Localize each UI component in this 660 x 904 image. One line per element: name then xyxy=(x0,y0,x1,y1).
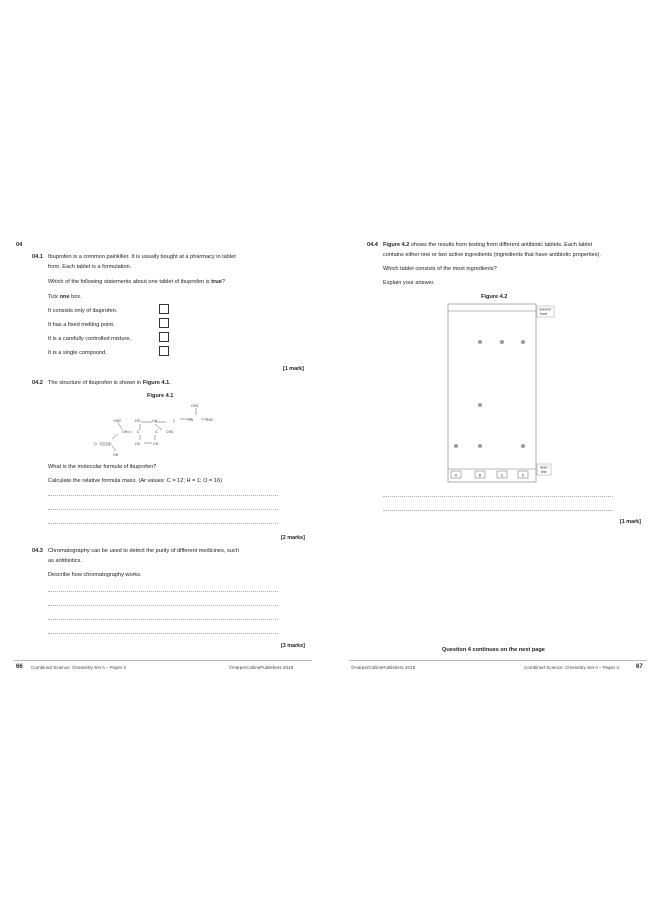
page-number: 67 xyxy=(636,664,643,670)
option-label: It consists only of ibuprofen. xyxy=(48,308,118,314)
q42-number: 04.2 xyxy=(32,380,43,386)
q41-prompt-bold: true xyxy=(211,279,222,285)
solvent-front-label: Solvent xyxy=(539,307,551,312)
q41-marks: [1 mark] xyxy=(283,366,304,372)
tick-pre: Tick xyxy=(48,294,60,300)
chromatogram-spot xyxy=(478,340,482,344)
mol-label: CH xyxy=(122,430,128,434)
option-label: It has a fixed melting point. xyxy=(48,322,115,328)
q43-number: 04.3 xyxy=(32,548,43,554)
answer-line[interactable] xyxy=(48,523,278,524)
q42-text-post: . xyxy=(169,380,171,386)
mol-label: C xyxy=(137,430,140,434)
footer-title: Combined Science: Chemistry Set A – Paper 4 xyxy=(31,665,126,670)
q44-text-line1 xyxy=(383,242,592,249)
footer-rule xyxy=(349,660,647,661)
q41-prompt-pre: Which of the following statements about one tablet of ibuprofen is xyxy=(48,279,212,285)
figure-4-2-title: Figure 4.2 xyxy=(481,294,508,300)
chromatogram-spot xyxy=(454,444,458,448)
mol-label: CH3 xyxy=(191,404,199,408)
q44-text-bold: Figure 4.2 xyxy=(383,242,410,248)
q41-prompt xyxy=(48,279,225,286)
footer-rule xyxy=(14,660,312,661)
q41-text-line2: form. Each tablet is a formulation. xyxy=(48,264,132,270)
mol-label: HC xyxy=(135,442,141,446)
q44-explain: Explain your answer. xyxy=(383,280,435,286)
q43-text-line2: as antibiotics. xyxy=(48,558,82,564)
lane-label: D xyxy=(521,473,525,478)
answer-line[interactable] xyxy=(48,633,278,634)
mol-label: OH xyxy=(113,453,119,457)
mol-label: HC xyxy=(135,419,141,423)
q43-prompt: Describe how chromatography works. xyxy=(48,572,142,578)
mol-label: CH2 xyxy=(206,418,214,422)
chromatogram-spot xyxy=(478,403,482,407)
footer-title: Combined Science: Chemistry Set A – Paper 4 xyxy=(524,665,619,670)
q44-question: Which tablet consists of the most ingredients? xyxy=(383,266,497,272)
mol-label: H3C xyxy=(114,419,122,423)
answer-line[interactable] xyxy=(48,605,278,606)
start-line-label: Start xyxy=(540,465,548,470)
chromatogram-spot xyxy=(478,444,482,448)
chromatography-paper xyxy=(448,304,536,482)
q41-tick-instruction xyxy=(48,294,82,301)
lane-label: B xyxy=(478,473,482,478)
q42-text-pre: The structure of ibuprofen is shown in xyxy=(48,380,143,386)
q43-text-line1: Chromatography can be used to detect the purity of different medicines, such xyxy=(48,548,239,554)
option-label: It is a carefully controlled mixture. xyxy=(48,336,132,342)
q42-text-bold: Figure 4.1 xyxy=(142,380,170,386)
q41-number: 04.1 xyxy=(32,254,43,260)
mol-label: CH xyxy=(152,419,158,423)
q42-text xyxy=(48,380,171,387)
answer-line[interactable] xyxy=(48,591,278,592)
q44-marks: [1 mark] xyxy=(620,519,641,525)
q41-text-line1: Ibuprofen is a common painkiller. It is usually bought at a pharmacy in tablet xyxy=(48,254,236,260)
q44-text-post: shows the results from testing from different antibiotic tablets. Each tablet xyxy=(409,242,593,248)
mol-label: C xyxy=(155,430,158,434)
mol-label: CH xyxy=(153,442,159,446)
answer-line[interactable] xyxy=(48,509,278,510)
mol-label: CH xyxy=(188,418,194,422)
chromatogram-spot xyxy=(500,340,504,344)
solvent-front-label-2: front xyxy=(540,312,548,316)
chromatogram-spot xyxy=(521,340,525,344)
chromatogram xyxy=(440,302,565,484)
q44-number: 04.4 xyxy=(367,242,378,248)
q43-marks: [3 marks] xyxy=(281,643,305,649)
page-number: 66 xyxy=(16,664,23,670)
figure-4-1-title: Figure 4.1 xyxy=(147,393,174,399)
footer-copyright: ©HarperCollinsPublishers 2019 xyxy=(351,665,416,670)
mol-label: CH2 xyxy=(166,430,174,434)
option-checkbox-4[interactable] xyxy=(159,346,169,356)
start-line-label-2: line xyxy=(541,470,547,474)
q42-calc: Calculate the relative formula mass. (Ar values: C = 12; H = 1; O = 16) xyxy=(48,478,222,484)
option-checkbox-2[interactable] xyxy=(159,318,169,328)
tick-bold: one xyxy=(59,294,70,300)
q41-prompt-post: ? xyxy=(221,279,225,285)
footer-copyright: ©HarperCollinsPublishers 2019 xyxy=(229,665,294,670)
lane-label: C xyxy=(500,473,504,478)
answer-line[interactable] xyxy=(383,496,613,497)
option-checkbox-3[interactable] xyxy=(159,332,169,342)
continues-note: Question 4 continues on the next page xyxy=(442,647,545,653)
ibuprofen-structure xyxy=(80,401,230,459)
answer-line[interactable] xyxy=(383,510,613,511)
option-label: It is a single compound. xyxy=(48,350,107,356)
q44-text-line2: contains either one or two active ingredients (ingredients that have antibiotic properties). xyxy=(383,252,601,258)
chromatogram-spot xyxy=(521,444,525,448)
answer-line[interactable] xyxy=(48,495,278,496)
answer-line[interactable] xyxy=(48,619,278,620)
q42-marks: [2 marks] xyxy=(281,535,305,541)
option-checkbox-1[interactable] xyxy=(159,304,169,314)
mol-label: C xyxy=(109,442,112,446)
q42-question: What is the molecular formula of ibuprofen? xyxy=(48,464,157,470)
question-number: 04 xyxy=(16,242,23,248)
mol-label: O xyxy=(94,442,97,446)
tick-post: box. xyxy=(69,294,82,300)
lane-label: A xyxy=(454,473,458,478)
